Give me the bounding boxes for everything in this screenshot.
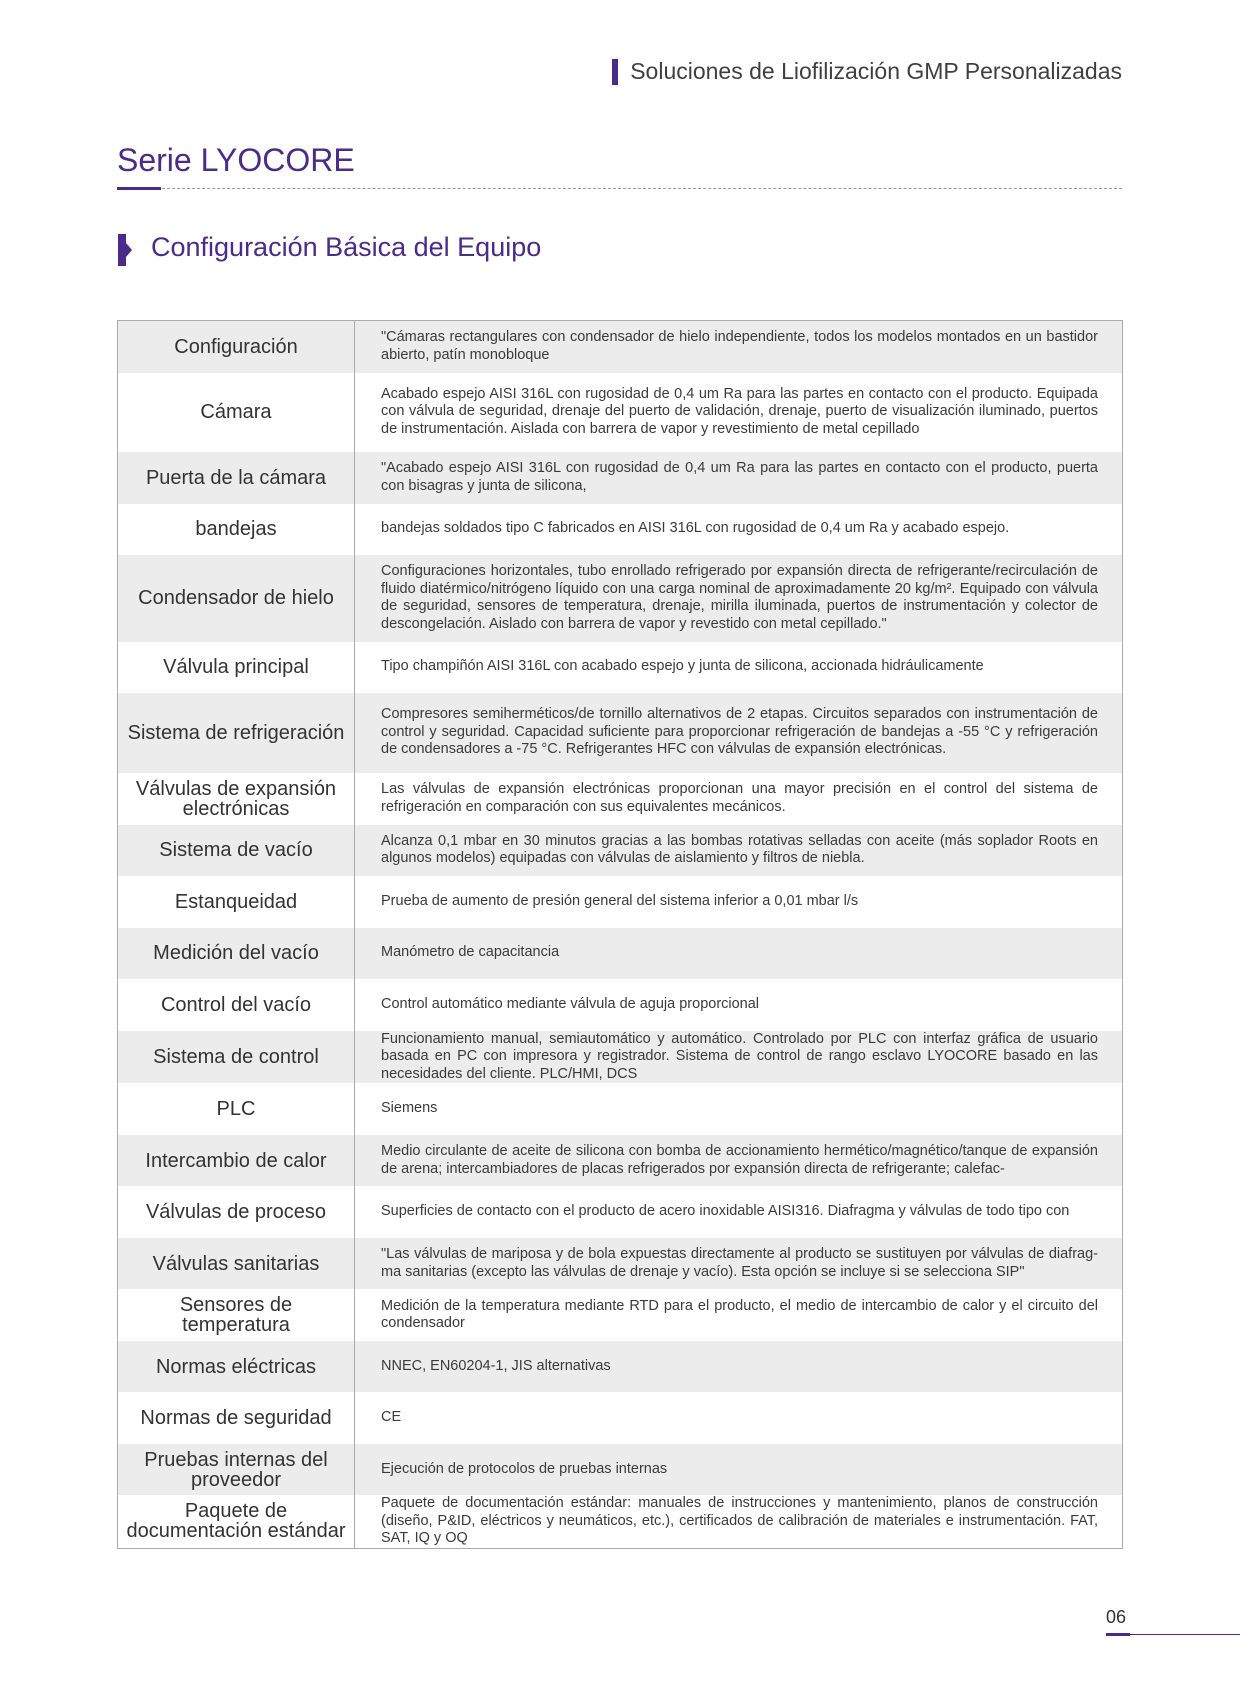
row-label: Intercambio de calor (118, 1135, 355, 1186)
row-label: bandejas (118, 504, 355, 555)
row-label: Sistema de vacío (118, 825, 355, 876)
row-value: Medición de la temperatura mediante RTD para el producto, el medio de intercambio de calor y el circuito del condensador (355, 1289, 1123, 1341)
row-value: Las válvulas de expansión electrónicas proporcionan una mayor precisión en el control del sistema de refrigeración en comparación con sus equivalentes mecánicos. (355, 773, 1123, 825)
header-title: Soluciones de Liofilización GMP Personalizadas (630, 58, 1122, 84)
row-label: Condensador de hielo (118, 555, 355, 642)
table-row (118, 773, 1123, 825)
row-label: Control del vacío (118, 979, 355, 1031)
row-label: Normas eléctricas (118, 1341, 355, 1392)
table-row (118, 642, 1123, 693)
table-row (118, 321, 1123, 373)
table-row (118, 1444, 1123, 1495)
table-row (118, 1392, 1123, 1444)
row-label: Válvulas de expansión electrónicas (118, 773, 355, 825)
row-label: Medición del vacío (118, 928, 355, 979)
table-row (118, 693, 1123, 773)
row-value: Alcanza 0,1 mbar en 30 minutos gracias a las bombas rotativas selladas con aceite (más soplador Roots en algunos modelos) equipadas con válvulas de aislamiento y filtros de niebla. (355, 825, 1123, 876)
row-value: Medio circulante de aceite de silicona con bomba de accionamiento hermético/magnético/tanque de expansión de arena; intercambiadores de placas refrigerados por expansión directa de refrigerante; calefac- (355, 1135, 1123, 1186)
page-number: 06 (1106, 1607, 1127, 1627)
table-row (118, 1135, 1123, 1186)
header-accent-bar (612, 59, 618, 85)
row-value: NNEC, EN60204-1, JIS alternativas (355, 1341, 1123, 1392)
table-row (118, 1031, 1123, 1084)
row-label: Válvula principal (118, 642, 355, 693)
row-label: Pruebas internas del proveedor (118, 1444, 355, 1495)
row-value: Superficies de contacto con el producto de acero inoxidable AISI316. Diafragma y válvulas de todo tipo con (355, 1186, 1123, 1238)
row-value: "Acabado espejo AISI 316L con rugosidad de 0,4 um Ra para las partes en contacto con el producto, puerta con bisagras y junta de silicona, (355, 452, 1123, 504)
row-value: Acabado espejo AISI 316L con rugosidad de 0,4 um Ra para las partes en contacto con el producto. Equipada con válvula de seguridad, drenaje del puerto de validación, drenaje, puerto de visualización iluminado, puertos de instrumentación. Aislada con barrera de vapor y revestimiento de metal cepillado (355, 373, 1123, 452)
spec-table (117, 320, 1123, 1549)
row-label: Sistema de refrigeración (118, 693, 355, 773)
page-number-accent (1106, 1633, 1130, 1636)
section-marker-icon (118, 234, 132, 266)
row-value: Funcionamiento manual, semiautomático y automático. Controlado por PLC con interfaz gráfica de usuario basada en PC con impresora y registrador. Sistema de control de rango esclavo LYOCORE basado en las necesidades del cliente. PLC/HMI, DCS (355, 1031, 1123, 1084)
table-row (118, 1289, 1123, 1341)
section-title: Configuración Básica del Equipo (151, 232, 542, 262)
row-label: Normas de seguridad (118, 1392, 355, 1444)
table-row (118, 1341, 1123, 1392)
row-value: Siemens (355, 1083, 1123, 1135)
title-accent-line (117, 187, 161, 190)
table-row (118, 1238, 1123, 1289)
table-row (118, 1186, 1123, 1238)
row-label: Sistema de control (118, 1031, 355, 1084)
row-label: Puerta de la cámara (118, 452, 355, 504)
row-value: Manómetro de capacitancia (355, 928, 1123, 979)
row-label: Cámara (118, 373, 355, 452)
spec-table-body (118, 321, 1123, 1549)
row-value: CE (355, 1392, 1123, 1444)
row-label: Paquete de documentación estándar (118, 1495, 355, 1548)
table-row (118, 979, 1123, 1031)
row-value: Paquete de documentación estándar: manuales de instrucciones y mantenimiento, planos de construcción (diseño, P&ID, eléctricos y neumáticos, etc.), certificados de calibración de materiales e instrumentación. FAT, SAT, IQ y OQ (355, 1495, 1123, 1548)
row-value: bandejas soldados tipo C fabricados en AISI 316L con rugosidad de 0,4 um Ra y acabado espejo. (355, 504, 1123, 555)
row-value: Tipo champiñón AISI 316L con acabado espejo y junta de silicona, accionada hidráulicamente (355, 642, 1123, 693)
row-value: "Cámaras rectangulares con condensador de hielo independiente, todos los modelos montados en un bastidor abierto, patín monobloque (355, 321, 1123, 373)
row-label: PLC (118, 1083, 355, 1135)
row-value: Configuraciones horizontales, tubo enrollado refrigerado por expansión directa de refrigerante/recirculación de fluido diatérmico/nitrógeno líquido con una carga nominal de aproximadamente 20 kg/m². Equipado con válvula de seguridad, sensores de temperatura, drenaje, mirilla iluminada, puertos de instrumentación y colector de descongelación. Aislado con barrera de vapor y revestido con metal cepillado." (355, 555, 1123, 642)
table-row (118, 373, 1123, 452)
table-row (118, 1495, 1123, 1548)
series-title: Serie LYOCORE (117, 142, 355, 178)
table-row (118, 555, 1123, 642)
table-row (118, 825, 1123, 876)
row-value: "Las válvulas de mariposa y de bola expuestas directamente al producto se sustituyen por válvulas de diafrag-ma sanitarias (excepto las válvulas de drenaje y vacío). Esta opción se incluye si se selecciona SIP" (355, 1238, 1123, 1289)
row-label: Válvulas de proceso (118, 1186, 355, 1238)
table-row (118, 928, 1123, 979)
table-row (118, 452, 1123, 504)
row-value: Compresores semiherméticos/de tornillo alternativos de 2 etapas. Circuitos separados con instrumentación de control y seguridad. Capacidad suficiente para proporcionar refrigeración de bandejas a -55 °C y refrigeración de condensadores a -75 °C. Refrigerantes HFC con válvulas de expansión electrónicas. (355, 693, 1123, 773)
table-row (118, 876, 1123, 928)
row-value: Prueba de aumento de presión general del sistema inferior a 0,01 mbar l/s (355, 876, 1123, 928)
row-value: Ejecución de protocolos de pruebas internas (355, 1444, 1123, 1495)
row-label: Sensores de temperatura (118, 1289, 355, 1341)
row-value: Control automático mediante válvula de aguja proporcional (355, 979, 1123, 1031)
page-header (612, 58, 1122, 85)
row-label: Configuración (118, 321, 355, 373)
title-dashed-rule (117, 188, 1122, 189)
table-row (118, 504, 1123, 555)
row-label: Válvulas sanitarias (118, 1238, 355, 1289)
table-row (118, 1083, 1123, 1135)
row-label: Estanqueidad (118, 876, 355, 928)
